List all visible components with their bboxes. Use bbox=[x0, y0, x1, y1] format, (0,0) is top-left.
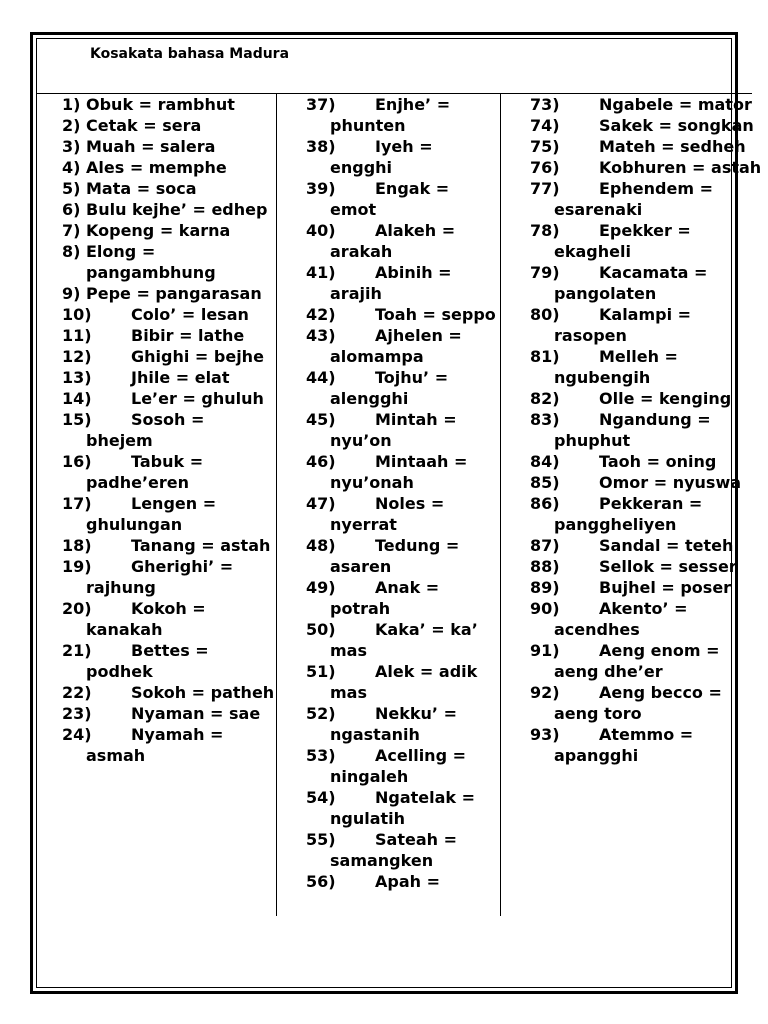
entry-text: Tedung = asaren bbox=[330, 536, 460, 576]
entry-text: Pekkeran = pangghеliyen bbox=[554, 494, 703, 534]
entry-number: 54) bbox=[306, 788, 336, 807]
vocab-entry bbox=[530, 556, 768, 577]
entry-number: 1) bbox=[62, 95, 81, 114]
entry-number: 78) bbox=[530, 221, 560, 240]
entry-number: 40) bbox=[306, 221, 336, 240]
vocab-entry bbox=[530, 388, 768, 409]
vocab-entry bbox=[306, 661, 496, 703]
entry-number: 88) bbox=[530, 557, 560, 576]
entry-text: Ajhelen = alomampa bbox=[330, 326, 462, 366]
entry-text: Apah = bbox=[375, 872, 440, 891]
entry-number: 41) bbox=[306, 263, 336, 282]
entry-number: 56) bbox=[306, 872, 336, 891]
entry-number: 23) bbox=[62, 704, 92, 723]
vocab-entry bbox=[530, 493, 768, 535]
entry-number: 74) bbox=[530, 116, 560, 135]
entry-text: Enjhe’ = phunten bbox=[330, 95, 451, 135]
vocab-entry bbox=[62, 703, 276, 724]
entry-text: Sandal = teteh bbox=[599, 536, 734, 555]
entry-number: 43) bbox=[306, 326, 336, 345]
vocab-entry bbox=[62, 556, 276, 598]
entry-number: 82) bbox=[530, 389, 560, 408]
vocab-entry bbox=[530, 157, 768, 178]
vocab-entry bbox=[62, 367, 276, 388]
vocab-entry bbox=[530, 220, 768, 262]
entry-text: Mateh = sedheh bbox=[599, 137, 746, 156]
entry-text: Sokoh = patheh bbox=[131, 683, 275, 702]
entry-text: Lengen = ghulungan bbox=[86, 494, 217, 534]
entry-number: 52) bbox=[306, 704, 336, 723]
entry-text: Colo’ = lesan bbox=[131, 305, 249, 324]
entry-text: Gherighi’ = rajhung bbox=[86, 557, 234, 597]
vocab-entry bbox=[306, 409, 496, 451]
entry-number: 39) bbox=[306, 179, 336, 198]
entry-number: 49) bbox=[306, 578, 336, 597]
vocab-entry bbox=[62, 178, 276, 199]
entry-number: 11) bbox=[62, 326, 92, 345]
entry-number: 15) bbox=[62, 410, 92, 429]
entry-text: Ales = memphe bbox=[86, 158, 227, 177]
vocab-entry bbox=[530, 535, 768, 556]
entry-text: Ephendem = esarenaki bbox=[554, 179, 713, 219]
vocab-entry bbox=[306, 304, 496, 325]
vocab-entry bbox=[530, 115, 768, 136]
entry-number: 46) bbox=[306, 452, 336, 471]
entry-number: 85) bbox=[530, 473, 560, 492]
entry-text: Sellok = sesser bbox=[599, 557, 737, 576]
entry-text: Ngabele = mator bbox=[599, 95, 752, 114]
entry-text: Bujhel = poser bbox=[599, 578, 732, 597]
entry-number: 18) bbox=[62, 536, 92, 555]
entry-number: 83) bbox=[530, 410, 560, 429]
entry-number: 13) bbox=[62, 368, 92, 387]
vocab-entry bbox=[306, 829, 496, 871]
entry-text: Cetak = sera bbox=[86, 116, 202, 135]
entry-text: Ghighi = bejhe bbox=[131, 347, 264, 366]
entry-text: Mintah = nyu’on bbox=[330, 410, 457, 450]
vocab-entry bbox=[530, 409, 768, 451]
entry-number: 86) bbox=[530, 494, 560, 513]
entry-text: Toah = seppo bbox=[375, 305, 496, 324]
vocab-entry bbox=[306, 493, 496, 535]
entry-number: 93) bbox=[530, 725, 560, 744]
entry-text: Tojhu’ = alengghi bbox=[330, 368, 449, 408]
entry-text: Nekku’ = ngastanih bbox=[330, 704, 457, 744]
vocab-entry bbox=[530, 304, 768, 346]
entry-text: Olle = kenging bbox=[599, 389, 732, 408]
entry-number: 19) bbox=[62, 557, 92, 576]
vocab-entry bbox=[530, 598, 768, 640]
entry-number: 48) bbox=[306, 536, 336, 555]
entry-text: Ngandung = phuphut bbox=[554, 410, 711, 450]
vocab-entry bbox=[530, 682, 768, 724]
entry-text: Tabuk = padhe’eren bbox=[86, 452, 204, 492]
entry-text: Omor = nyuswa bbox=[599, 473, 742, 492]
entry-number: 47) bbox=[306, 494, 336, 513]
entry-number: 3) bbox=[62, 137, 81, 156]
vocab-entry bbox=[62, 598, 276, 640]
entry-text: Taoh = oning bbox=[599, 452, 717, 471]
entry-number: 9) bbox=[62, 284, 81, 303]
vocab-entry bbox=[62, 535, 276, 556]
column-divider-2 bbox=[500, 94, 501, 916]
entry-text: Bettes = podhek bbox=[86, 641, 209, 681]
vocab-entry bbox=[306, 619, 496, 661]
entry-text: Kacamata = pangolaten bbox=[554, 263, 708, 303]
entry-number: 77) bbox=[530, 179, 560, 198]
entry-number: 14) bbox=[62, 389, 92, 408]
entry-text: Kalampi = rasopen bbox=[554, 305, 692, 345]
entry-text: Melleh = ngubengih bbox=[554, 347, 678, 387]
entry-text: Bulu kejhe’ = edhep bbox=[86, 200, 268, 219]
vocab-entry bbox=[306, 787, 496, 829]
entry-number: 2) bbox=[62, 116, 81, 135]
entry-number: 76) bbox=[530, 158, 560, 177]
entry-text: Kopeng = karna bbox=[86, 221, 231, 240]
vocab-entry bbox=[62, 409, 276, 451]
entry-number: 16) bbox=[62, 452, 92, 471]
entry-number: 20) bbox=[62, 599, 92, 618]
entry-text: Elong = pangambhung bbox=[86, 242, 216, 282]
entry-text: Mintaah = nyu’onah bbox=[330, 452, 468, 492]
entry-text: Tanang = astah bbox=[131, 536, 271, 555]
vocab-entry bbox=[530, 136, 768, 157]
vocab-entry bbox=[306, 367, 496, 409]
vocab-entry bbox=[530, 178, 768, 220]
entry-text: Nyaman = sae bbox=[131, 704, 261, 723]
vocabulary-column-1 bbox=[62, 94, 276, 766]
vocab-entry bbox=[62, 325, 276, 346]
vocab-entry bbox=[306, 703, 496, 745]
vocab-entry bbox=[530, 262, 768, 304]
entry-number: 10) bbox=[62, 305, 92, 324]
vocab-entry bbox=[530, 451, 768, 472]
entry-text: Pepe = pangarasan bbox=[86, 284, 262, 303]
vocab-entry bbox=[530, 94, 768, 115]
entry-text: Nyamah = asmah bbox=[86, 725, 224, 765]
entry-number: 53) bbox=[306, 746, 336, 765]
vocab-entry bbox=[62, 94, 276, 115]
entry-text: Epekker = ekagheli bbox=[554, 221, 691, 261]
vocab-entry bbox=[62, 451, 276, 493]
entry-number: 75) bbox=[530, 137, 560, 156]
entry-text: Kokoh = kanakah bbox=[86, 599, 206, 639]
entry-text: Sakek = songkan bbox=[599, 116, 754, 135]
entry-number: 44) bbox=[306, 368, 336, 387]
vocab-entry bbox=[306, 577, 496, 619]
vocab-entry bbox=[62, 682, 276, 703]
entry-number: 80) bbox=[530, 305, 560, 324]
entry-text: Kaka’ = ka’ mas bbox=[330, 620, 478, 660]
vocab-entry bbox=[62, 136, 276, 157]
vocab-entry bbox=[62, 283, 276, 304]
vocab-entry bbox=[306, 745, 496, 787]
vocab-entry bbox=[62, 115, 276, 136]
vocab-entry bbox=[306, 262, 496, 304]
entry-text: Alakeh = arakah bbox=[330, 221, 456, 261]
vocab-entry bbox=[306, 871, 496, 892]
entry-text: Acelling = ningaleh bbox=[330, 746, 466, 786]
entry-text: Atemmo = apangghi bbox=[554, 725, 694, 765]
entry-number: 38) bbox=[306, 137, 336, 156]
entry-text: Sosoh = bhejem bbox=[86, 410, 205, 450]
vocab-entry bbox=[62, 640, 276, 682]
entry-number: 81) bbox=[530, 347, 560, 366]
vocab-entry bbox=[306, 451, 496, 493]
entry-number: 5) bbox=[62, 179, 81, 198]
vocab-entry bbox=[306, 94, 496, 136]
vocab-entry bbox=[62, 199, 276, 220]
vocab-entry bbox=[306, 136, 496, 178]
entry-text: Akento’ = acendhes bbox=[554, 599, 688, 639]
entry-number: 73) bbox=[530, 95, 560, 114]
entry-text: Aeng becco = aeng toro bbox=[554, 683, 722, 723]
vocab-entry bbox=[62, 157, 276, 178]
entry-number: 37) bbox=[306, 95, 336, 114]
vocab-entry bbox=[62, 493, 276, 535]
entry-text: Anak = potrah bbox=[330, 578, 440, 618]
entry-number: 12) bbox=[62, 347, 92, 366]
entry-text: Muah = salera bbox=[86, 137, 216, 156]
entry-number: 55) bbox=[306, 830, 336, 849]
vocab-entry bbox=[530, 346, 768, 388]
entry-number: 51) bbox=[306, 662, 336, 681]
entry-number: 87) bbox=[530, 536, 560, 555]
entry-number: 45) bbox=[306, 410, 336, 429]
vocab-entry bbox=[530, 640, 768, 682]
entry-number: 6) bbox=[62, 200, 81, 219]
entry-text: Obuk = rambhut bbox=[86, 95, 235, 114]
entry-number: 4) bbox=[62, 158, 81, 177]
vocab-entry bbox=[306, 535, 496, 577]
entry-text: Bibir = lathe bbox=[131, 326, 245, 345]
entry-text: Sateah = samangken bbox=[330, 830, 457, 870]
entry-number: 8) bbox=[62, 242, 81, 261]
entry-number: 7) bbox=[62, 221, 81, 240]
vocab-entry bbox=[62, 220, 276, 241]
vocab-entry bbox=[530, 577, 768, 598]
vocab-entry bbox=[306, 220, 496, 262]
entry-text: Alek = adik mas bbox=[330, 662, 478, 702]
entry-text: Jhile = elat bbox=[131, 368, 230, 387]
vocab-entry bbox=[306, 325, 496, 367]
vocab-entry bbox=[530, 472, 768, 493]
vocab-entry bbox=[530, 724, 768, 766]
entry-number: 42) bbox=[306, 305, 336, 324]
entry-text: Ngatelak = ngulatih bbox=[330, 788, 476, 828]
entry-text: Abinih = arajih bbox=[330, 263, 452, 303]
entry-number: 91) bbox=[530, 641, 560, 660]
vocab-entry bbox=[62, 346, 276, 367]
entry-text: Iyeh = engghi bbox=[330, 137, 433, 177]
entry-text: Engak = emot bbox=[330, 179, 450, 219]
entry-number: 24) bbox=[62, 725, 92, 744]
entry-text: Le’er = ghuluh bbox=[131, 389, 264, 408]
vocabulary-column-3 bbox=[530, 94, 768, 766]
entry-number: 84) bbox=[530, 452, 560, 471]
entry-text: Aeng enom = aeng dhe’er bbox=[554, 641, 720, 681]
vocab-entry bbox=[62, 388, 276, 409]
vocab-entry bbox=[62, 304, 276, 325]
entry-text: Kobhuren = astah bbox=[599, 158, 762, 177]
document-title: Kosakata bahasa Madura bbox=[90, 46, 290, 62]
vocab-entry bbox=[62, 241, 276, 283]
entry-text: Mata = soca bbox=[86, 179, 197, 198]
entry-number: 17) bbox=[62, 494, 92, 513]
vocab-entry bbox=[62, 724, 276, 766]
column-divider-1 bbox=[276, 94, 277, 916]
entry-number: 22) bbox=[62, 683, 92, 702]
entry-text: Noles = nyerrat bbox=[330, 494, 445, 534]
entry-number: 79) bbox=[530, 263, 560, 282]
entry-number: 21) bbox=[62, 641, 92, 660]
entry-number: 50) bbox=[306, 620, 336, 639]
entry-number: 89) bbox=[530, 578, 560, 597]
vocabulary-column-2 bbox=[306, 94, 496, 892]
entry-number: 92) bbox=[530, 683, 560, 702]
vocab-entry bbox=[306, 178, 496, 220]
entry-number: 90) bbox=[530, 599, 560, 618]
